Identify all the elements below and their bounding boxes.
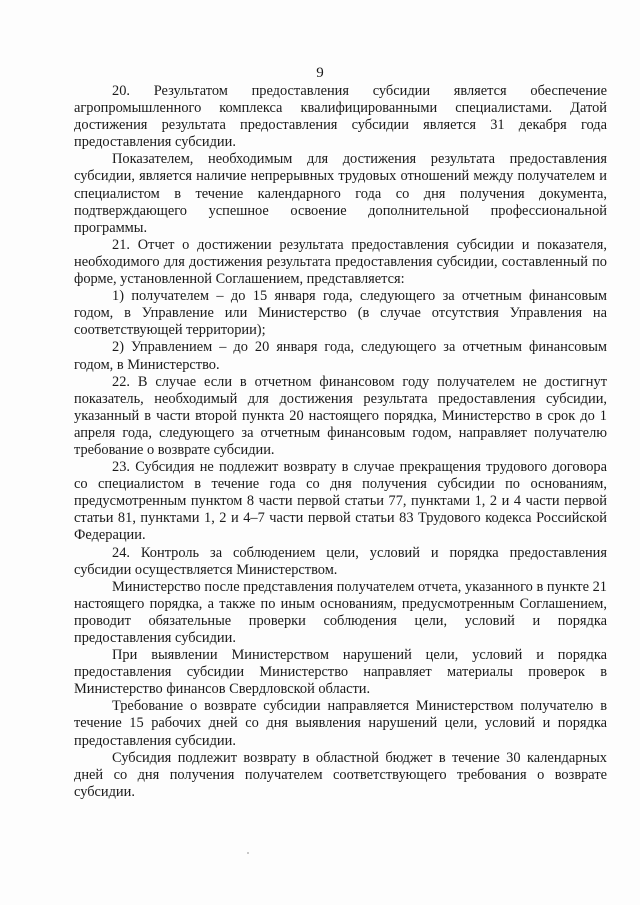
paragraph-24-control: 24. Контроль за соблюдением цели, условий и порядка предоставления субсидии осуществляется Министерством.	[74, 544, 607, 578]
body-text	[74, 83, 607, 801]
paragraph-return-demand: Требование о возврате субсидии направляется Министерством получателю в течение 15 рабочих дней со дня выявления нарушений цели, условий и порядка предоставления субсидии.	[74, 698, 607, 749]
paragraph-21-item-1: 1) получателем – до 15 января года, следующего за отчетным финансовым годом, в Управление или Министерство (в случае отсутствия Управления на соответствующей территории);	[74, 288, 607, 339]
paragraph-return-deadline: Субсидия подлежит возврату в областной бюджет в течение 30 календарных дней со дня получения получателем соответствующего требования о возврате субсидии.	[74, 749, 607, 800]
paragraph-violations: При выявлении Министерством нарушений цели, условий и порядка предоставления субсидии Министерство направляет материалы проверок в Министерство финансов Свердловской области.	[74, 647, 607, 698]
paragraph-20-result: 20. Результатом предоставления субсидии является обеспечение агропромышленного комплекса квалифицированными специалистами. Датой достижения результата предоставления субсидии является 31 декабря года предоставления субсидии.	[74, 83, 607, 151]
paragraph-indicator: Показателем, необходимым для достижения результата предоставления субсидии, является наличие непрерывных трудовых отношений между получателем и специалистом в течение календарного года со дня получения документа, подтверждающего успешное освоение дополнительной профессиональной программы.	[74, 151, 607, 236]
scan-dot	[247, 852, 249, 854]
paragraph-21-item-2: 2) Управлением – до 20 января года, следующего за отчетным финансовым годом, в Министерство.	[74, 339, 607, 373]
paragraph-23-no-return: 23. Субсидия не подлежит возврату в случае прекращения трудового договора со специалистом в течение года со дня получения субсидии по основаниям, предусмотренным пунктом 8 части первой статьи 77, пунктами 1, 2 и 4 части первой статьи 81, пунктами 1, 2 и 4–7 части первой статьи 83 Трудового кодекса Российской Федерации.	[74, 459, 607, 544]
page-number: 9	[316, 65, 324, 81]
paragraph-22-not-achieved: 22. В случае если в отчетном финансовом году получателем не достигнут показатель, необходимый для достижения результата предоставления субсидии, указанный в части второй пункта 20 настоящего порядка, Министерство в срок до 1 апреля года, следующего за отчетным финансовым годом, направляет получателю требование о возврате субсидии.	[74, 373, 607, 458]
paragraph-ministry-checks: Министерство после представления получателем отчета, указанного в пункте 21 настоящего порядка, а также по иным основаниям, предусмотренным Соглашением, проводит обязательные проверки соблюдения цели, условий и порядка предоставления субсидии.	[74, 578, 607, 646]
paragraph-21-report: 21. Отчет о достижении результата предоставления субсидии и показателя, необходимого для достижения результата предоставления субсидии, составленный по форме, установленной Соглашением, представляется:	[74, 236, 607, 288]
